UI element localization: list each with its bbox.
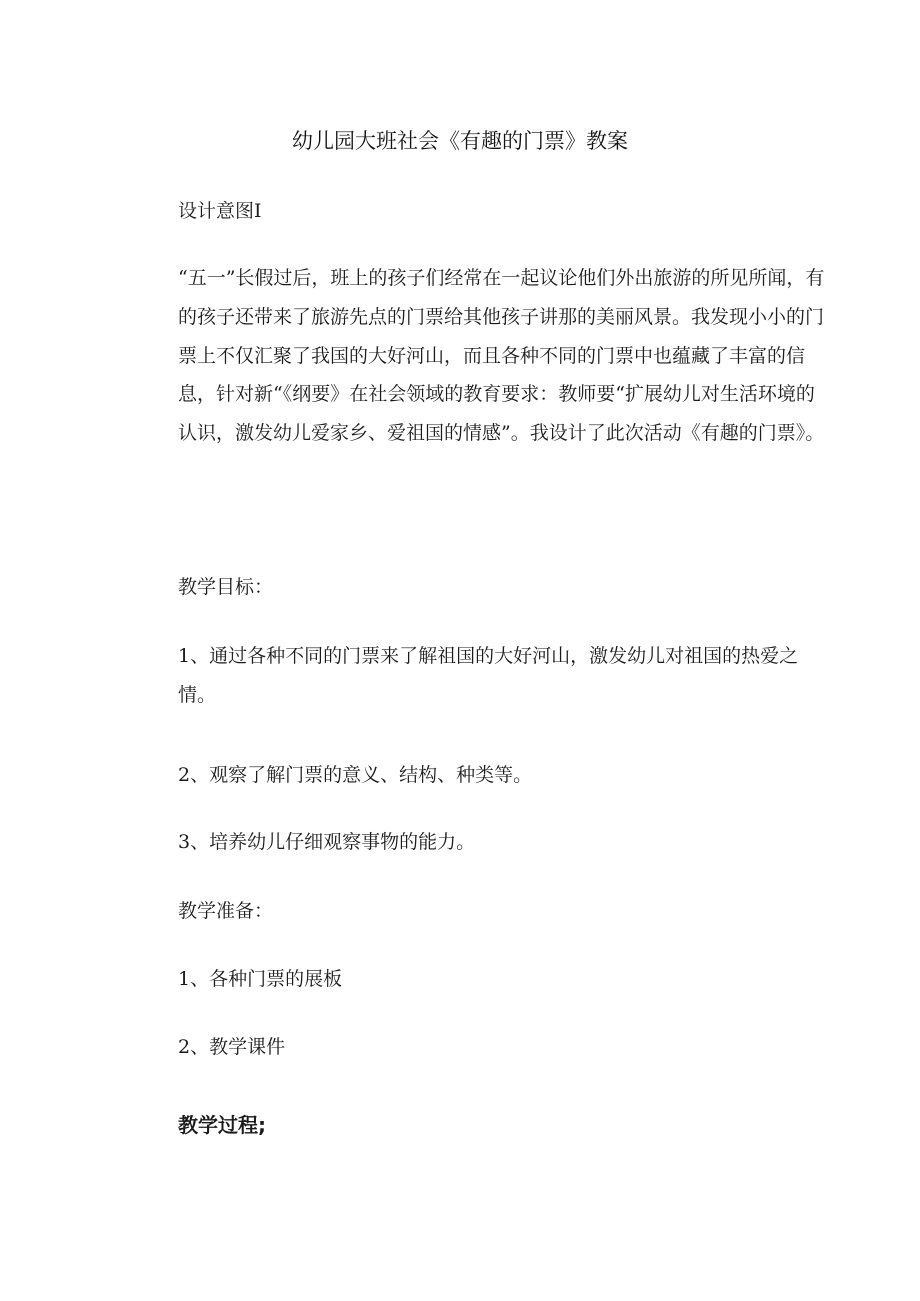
teaching-prep-heading: 教学准备： xyxy=(178,900,274,922)
document-title: 幼儿园大班社会《有趣的门票》教案 xyxy=(292,129,628,153)
design-intent-heading: 设计意图I xyxy=(178,200,262,222)
prep-item-1: 1、各种门票的展板 xyxy=(178,968,343,990)
goal-item-2: 2、观察了解门票的意义、结构、种类等。 xyxy=(178,764,533,786)
teaching-goals-heading: 教学目标： xyxy=(178,576,274,598)
goal-item-3: 3、培养幼儿仔细观察事物的能力。 xyxy=(178,831,476,853)
design-intent-text: “五一”长假过后，班上的孩子们经常在一起议论他们外出旅游的所见所闻，有的孩子还带来了旅游先点的门票给其他孩子讲那的美丽风景。我发现小小的门票上不仅汇聚了我国的大好河山，而且各种不同的门票中也蕴藏了丰富的信息，针对新“《纲要》在社会领域的教育要求：教师要“扩展幼儿对生活环境的认识，激发幼儿爱家乡、爱祖国的情感”。我设计了此次活动《有趣的门票》。 xyxy=(178,267,825,445)
teaching-process-heading: 教学过程; xyxy=(178,1113,266,1137)
prep-item-2: 2、教学课件 xyxy=(178,1036,286,1058)
goal-item-1: 1、通过各种不同的门票来了解祖国的大好河山，激发幼儿对祖国的热爱之情。 xyxy=(178,645,799,706)
